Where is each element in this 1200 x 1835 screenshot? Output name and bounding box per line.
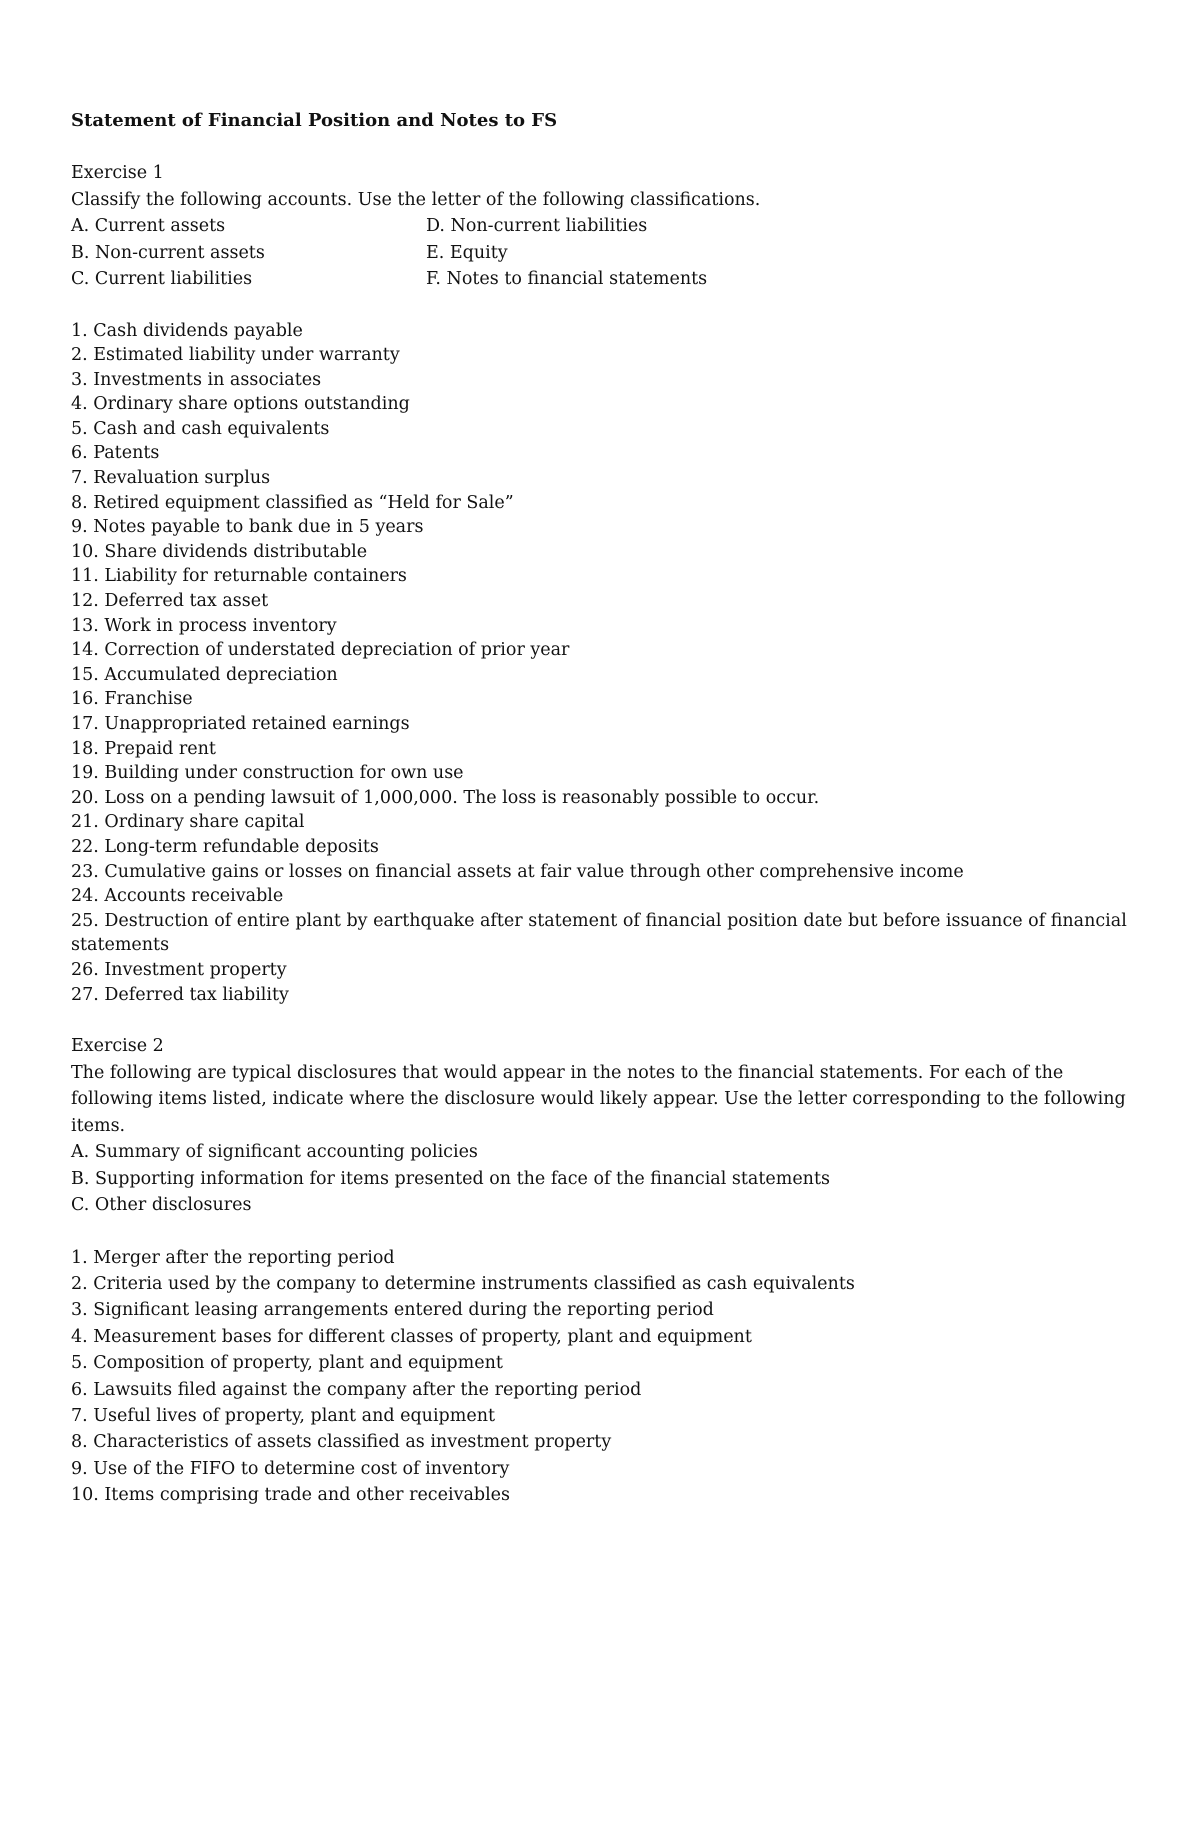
list-item: 9. Notes payable to bank due in 5 years (71, 517, 424, 538)
document-title: Statement of Financial Position and Notes to FS (71, 110, 558, 131)
list-item: 9. Use of the FIFO to determine cost of inventory (71, 1458, 510, 1479)
list-item: 10. Share dividends distributable (71, 541, 368, 562)
list-item: 1. Cash dividends payable (71, 320, 303, 341)
classification-e: E. Equity (426, 242, 508, 263)
list-item: 2. Estimated liability under warranty (71, 345, 400, 366)
list-item: 27. Deferred tax liability (71, 984, 289, 1005)
list-item: 6. Patents (71, 443, 160, 464)
list-item: 4. Measurement bases for different classes of property, plant and equipment (71, 1326, 752, 1347)
list-item: 21. Ordinary share capital (71, 812, 305, 833)
list-item: 11. Liability for returnable containers (71, 566, 407, 587)
document-page (71, 108, 1131, 1509)
list-item: 2. Criteria used by the company to determine instruments classified as cash equivalents (71, 1274, 855, 1295)
list-item: 16. Franchise (71, 689, 193, 710)
list-item: 7. Useful lives of property, plant and equipment (71, 1406, 496, 1427)
list-item: 1. Merger after the reporting period (71, 1247, 395, 1268)
option-a: A. Summary of significant accounting policies (71, 1142, 478, 1163)
list-item: 24. Accounts receivable (71, 886, 284, 907)
classification-a: A. Current assets (71, 216, 226, 236)
list-item: 26. Investment property (71, 959, 287, 980)
classification-legend (71, 213, 1131, 293)
option-b: B. Supporting information for items presented on the face of the financial statements (71, 1168, 830, 1189)
list-item: 7. Revaluation surplus (71, 468, 271, 489)
list-item: 13. Work in process inventory (71, 615, 337, 636)
list-item: 12. Deferred tax asset (71, 591, 269, 612)
classification-f: F. Notes to financial statements (426, 269, 708, 289)
exercise1-instruction: Classify the following accounts. Use the letter of the following classifications. (71, 189, 761, 210)
spacer (71, 1219, 1131, 1245)
classification-c: C. Current liabilities (71, 269, 253, 289)
list-item: 22. Long-term refundable deposits (71, 836, 379, 857)
list-item: 15. Accumulated depreciation (71, 664, 338, 685)
exercise1-heading: Exercise 1 (71, 163, 164, 183)
classification-b: B. Non-current assets (71, 242, 265, 263)
exercise2-item-list (71, 1245, 1131, 1509)
list-item: 6. Lawsuits filed against the company after the reporting period (71, 1379, 642, 1400)
list-item: 3. Significant leasing arrangements entered during the reporting period (71, 1300, 714, 1321)
option-c: C. Other disclosures (71, 1195, 252, 1216)
list-item: 18. Prepaid rent (71, 738, 216, 759)
list-item: 8. Characteristics of assets classified as investment property (71, 1432, 612, 1453)
spacer (71, 293, 1131, 319)
list-item: 4. Ordinary share options outstanding (71, 394, 410, 415)
list-item: 23. Cumulative gains or losses on financial assets at fair value through other comprehensive income (71, 861, 964, 882)
exercise2-instruction: The following are typical disclosures that would appear in the notes to the financial statements. For each of the following items listed, indicate where the disclosure would likely appear. Use the letter corresponding to the following items. (71, 1062, 1126, 1136)
list-item: 5. Cash and cash equivalents (71, 418, 330, 439)
list-item: 17. Unappropriated retained earnings (71, 714, 410, 734)
list-item: 3. Investments in associates (71, 369, 322, 390)
spacer (71, 1007, 1131, 1033)
exercise2-heading: Exercise 2 (71, 1036, 164, 1057)
exercise2-intro (71, 1033, 1131, 1219)
list-item: 5. Composition of property, plant and equipment (71, 1353, 503, 1374)
list-item: 14. Correction of understated depreciation of prior year (71, 640, 570, 661)
exercise1-item-list (71, 319, 1131, 1008)
list-item: 8. Retired equipment classified as “Held for Sale” (71, 492, 514, 513)
list-item: 19. Building under construction for own use (71, 763, 464, 784)
list-item: 20. Loss on a pending lawsuit of 1,000,000. The loss is reasonably possible to occur. (71, 787, 820, 808)
classification-d: D. Non-current liabilities (426, 216, 648, 236)
list-item: 25. Destruction of entire plant by earthquake after statement of financial position date but before issuance of financial statements (71, 910, 1127, 956)
list-item: 10. Items comprising trade and other receivables (71, 1485, 511, 1506)
